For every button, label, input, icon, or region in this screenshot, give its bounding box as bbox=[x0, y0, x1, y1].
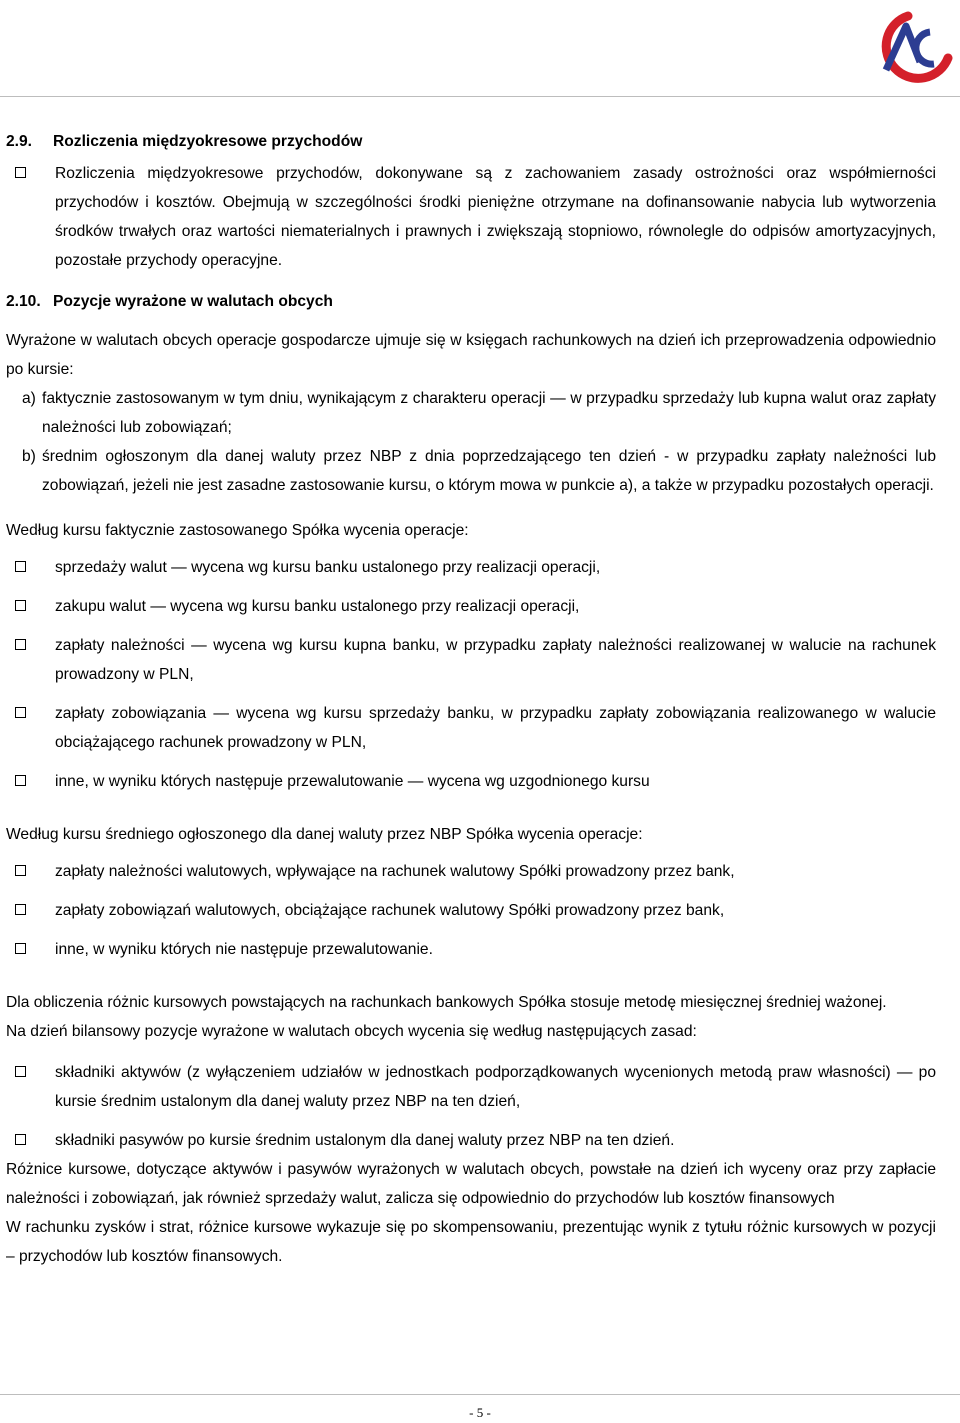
bullet-item bbox=[6, 159, 936, 275]
checkbox-bullet-icon bbox=[15, 561, 26, 572]
section-number: 2.9. bbox=[6, 133, 33, 150]
header-divider bbox=[0, 96, 960, 97]
bullet-item bbox=[6, 553, 936, 582]
list-text: faktycznie zastosowanym w tym dniu, wynikającym z charakteru operacji — w przypadku sprzedaży lub kupna walut oraz zapłaty należności lub zobowiązań; bbox=[42, 390, 936, 436]
bullet-text: zapłaty należności — wycena wg kursu kupna banku, w przypadku zapłaty należności realizowanej w walucie na rachunek prowadzony w PLN, bbox=[55, 637, 936, 683]
bullet-text: zapłaty zobowiązania — wycena wg kursu sprzedaży banku, w przypadku zapłaty zobowiązania realizowanego w walucie obciążającego rachunek prowadzony w PLN, bbox=[55, 705, 936, 751]
checkbox-bullet-icon bbox=[15, 865, 26, 876]
bullet-item bbox=[6, 857, 936, 886]
bullet-text: inne, w wyniku których następuje przewalutowanie — wycena wg uzgodnionego kursu bbox=[55, 773, 650, 790]
checkbox-bullet-icon bbox=[15, 167, 26, 178]
bullet-text: sprzedaży walut — wycena wg kursu banku ustalonego przy realizacji operacji, bbox=[55, 559, 601, 576]
bullet-item bbox=[6, 631, 936, 689]
checkbox-bullet-icon bbox=[15, 639, 26, 650]
checkbox-bullet-icon bbox=[15, 943, 26, 954]
bullet-text: zapłaty należności walutowych, wpływające na rachunek walutowy Spółki prowadzony przez bank, bbox=[55, 863, 735, 880]
bullet-text: zakupu walut — wycena wg kursu banku ustalonego przy realizacji operacji, bbox=[55, 598, 580, 615]
footer-divider bbox=[0, 1394, 960, 1395]
bullet-item bbox=[6, 896, 936, 925]
bullet-item bbox=[6, 767, 936, 796]
list-label: b) bbox=[22, 448, 36, 465]
paragraph: Wyrażone w walutach obcych operacje gospodarcze ujmuje się w księgach rachunkowych na dzień ich przeprowadzenia odpowiednio po kursie: bbox=[6, 332, 936, 378]
checkbox-bullet-icon bbox=[15, 600, 26, 611]
section-title: Pozycje wyrażone w walutach obcych bbox=[53, 293, 333, 310]
section-title: Rozliczenia międzyokresowe przychodów bbox=[53, 133, 363, 150]
section-heading-2-9 bbox=[6, 127, 936, 156]
list-label: a) bbox=[22, 390, 36, 407]
bullet-text: inne, w wyniku których nie następuje przewalutowanie. bbox=[55, 941, 433, 958]
checkbox-bullet-icon bbox=[15, 1134, 26, 1145]
paragraph: Różnice kursowe, dotyczące aktywów i pasywów wyrażonych w walutach obcych, powstałe na dzień ich wyceny oraz przy zapłacie należności i zobowiązań, jak również sprzedaży walut, zalicza się odpowiednio do przychodów lub kosztów finansowych bbox=[6, 1161, 936, 1207]
checkbox-bullet-icon bbox=[15, 707, 26, 718]
document-body bbox=[6, 127, 936, 1271]
list-item-b bbox=[6, 442, 936, 500]
paragraph: Na dzień bilansowy pozycje wyrażone w walutach obcych wycenia się według następujących zasad: bbox=[6, 1023, 697, 1040]
list-text: średnim ogłoszonym dla danej waluty przez NBP z dnia poprzedzającego ten dzień - w przypadku zapłaty należności lub zobowiązań, jeżeli nie jest zasadne zastosowanie kursu, o którym mowa w punkcie a), a także w przypadku pozostałych operacji. bbox=[42, 448, 936, 494]
bullet-text: składniki aktywów (z wyłączeniem udziałów w jednostkach podporządkowanych wycenionych metodą praw własności) — po kursie średnim ustalonym dla danej waluty przez NBP na ten dzień, bbox=[55, 1064, 936, 1110]
paragraph: Dla obliczenia różnic kursowych powstających na rachunkach bankowych Spółka stosuje metodę miesięcznej średniej ważonej. bbox=[6, 994, 887, 1011]
bullet-text: składniki pasywów po kursie średnim ustalonym dla danej waluty przez NBP na ten dzień. bbox=[55, 1132, 675, 1149]
paragraph: Według kursu średniego ogłoszonego dla danej waluty przez NBP Spółka wycenia operacje: bbox=[6, 826, 643, 843]
bullet-item bbox=[6, 699, 936, 757]
section-heading-2-10 bbox=[6, 287, 936, 316]
bullet-text: zapłaty zobowiązań walutowych, obciążające rachunek walutowy Spółki prowadzony przez bank, bbox=[55, 902, 725, 919]
list-item-a bbox=[6, 384, 936, 442]
bullet-item bbox=[6, 1126, 936, 1155]
page-number: - 5 - bbox=[469, 1405, 491, 1420]
paragraph: W rachunku zysków i strat, różnice kursowe wykazuje się po skompensowaniu, prezentując wynik z tytułu różnic kursowych w pozycji – przychodów lub kosztów finansowych. bbox=[6, 1219, 936, 1265]
bullet-item bbox=[6, 935, 936, 964]
bullet-item bbox=[6, 1058, 936, 1116]
checkbox-bullet-icon bbox=[15, 904, 26, 915]
checkbox-bullet-icon bbox=[15, 1066, 26, 1077]
paragraph: Według kursu faktycznie zastosowanego Spółka wycenia operacje: bbox=[6, 522, 469, 539]
ac-logo-icon bbox=[868, 8, 960, 88]
bullet-item bbox=[6, 592, 936, 621]
checkbox-bullet-icon bbox=[15, 775, 26, 786]
section-number: 2.10. bbox=[6, 293, 41, 310]
bullet-text: Rozliczenia międzyokresowe przychodów, dokonywane są z zachowaniem zasady ostrożności oraz współmierności przychodów i kosztów. Obejmują w szczególności środki pieniężne otrzymane na dofinansowanie nabycia lub wytworzenia środków trwałych oraz wartości niematerialnych i prawnych i zwiększają stopniowo, równolegle do odpisów amortyzacyjnych, pozostałe przychody operacyjne. bbox=[55, 165, 936, 269]
